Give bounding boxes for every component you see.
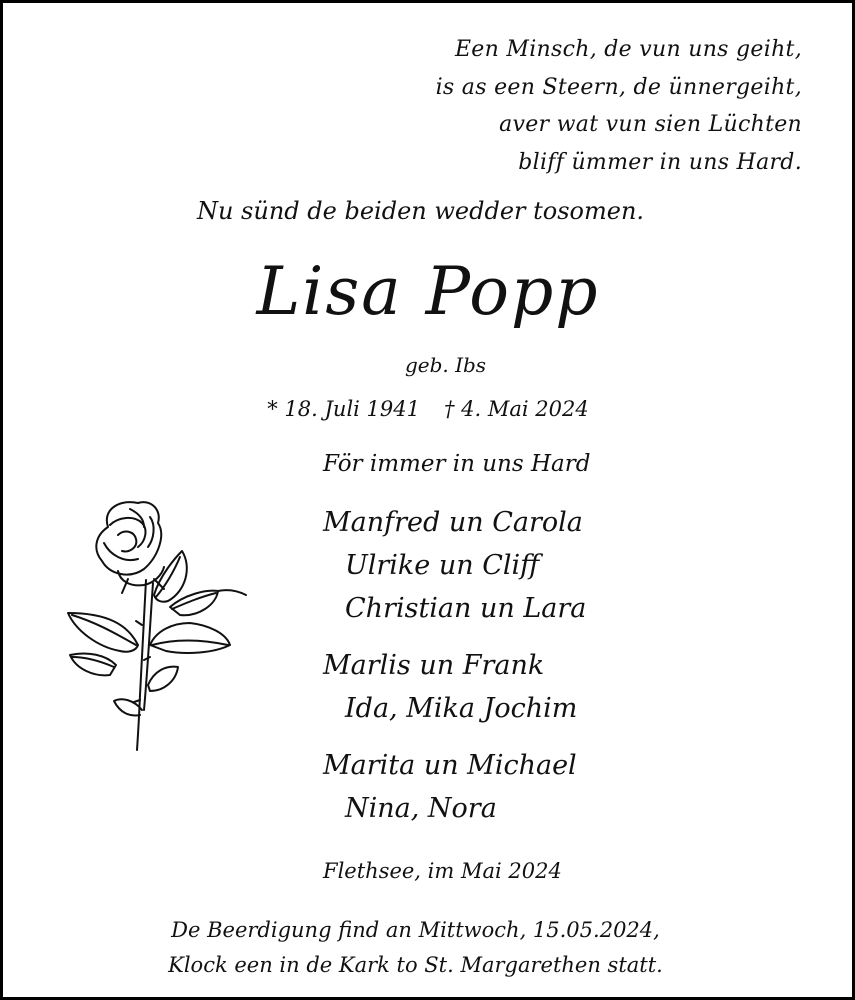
deceased-name: Lisa Popp	[256, 253, 600, 330]
parents-line: Marlis un Frank	[323, 650, 545, 681]
parents-line: Manfred un Carola	[323, 507, 583, 538]
death-date: † 4. Mai 2024	[444, 397, 589, 421]
children-line: Christian un Lara	[345, 593, 587, 624]
life-dates	[3, 397, 855, 421]
children-line: Ida, Mika Jochim	[345, 693, 578, 724]
family-group	[323, 744, 586, 830]
funeral-line: De Beerdigung find an Mittwoch, 15.05.2024,	[171, 918, 660, 942]
place-date: Flethsee, im Mai 2024	[323, 859, 562, 883]
children-line: Nina, Nora	[345, 793, 497, 824]
family-group	[323, 644, 586, 730]
parents-line: Marita un Michael	[323, 750, 577, 781]
birth-date: * 18. Juli 1941	[267, 397, 420, 421]
mourners-list	[323, 501, 586, 844]
funeral-info	[3, 913, 855, 983]
poem-line: is as een Steern, de ünnergeiht,	[435, 74, 802, 100]
family-group	[323, 501, 586, 630]
together-line: Nu sünd de beiden wedder tosomen.	[196, 197, 645, 225]
birth-name: geb. Ibs	[404, 353, 487, 377]
rose-icon	[58, 495, 253, 757]
poem	[436, 31, 802, 181]
poem-line: Een Minsch, de vun uns geiht,	[454, 37, 802, 62]
poem-line: bliff ümmer in uns Hard.	[518, 149, 802, 175]
children-line: Ulrike un Cliff	[345, 550, 540, 581]
poem-line: aver wat vun sien Lüchten	[499, 112, 802, 137]
forever-in-our-hearts: För immer in uns Hard	[323, 451, 591, 477]
funeral-line: Klock een in de Kark to St. Margarethen statt.	[168, 953, 663, 977]
